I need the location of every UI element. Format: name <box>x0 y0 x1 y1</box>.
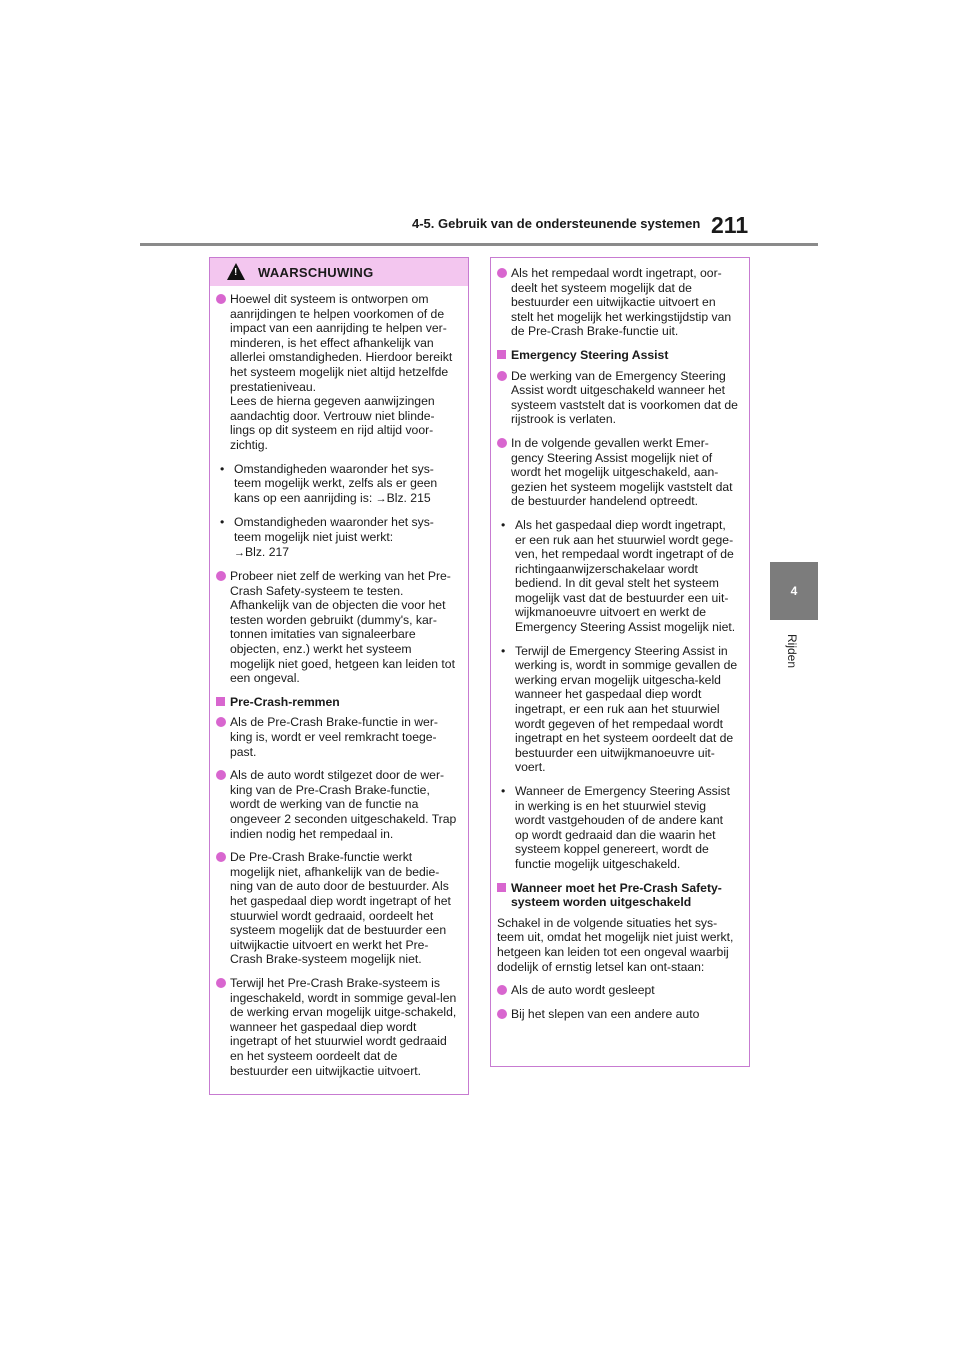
warning-box-continued <box>490 257 750 1067</box>
square-marker-icon <box>216 697 225 706</box>
list-item: • Als het gaspedaal diep wordt ingetrapt, er een ruk aan het stuurwiel wordt gege-ven, het rempedaal wordt ingetrapt of de richtingaanwijzerschakelaar wordt bediend. In dit geval stelt het systeem mogelijk vast dat de bestuurder een uit-wijkmanoeuvre uitvoert en werkt de Emergency Steering Assist mogelijk niet. <box>501 517 736 635</box>
header-rule <box>140 243 818 246</box>
list-item: Als het rempedaal wordt ingetrapt, oor-deelt het systeem mogelijk dat de bestuurder een uitwijkactie uitvoert en stelt het mogelijk het werkingstijdstip van de Pre-Crash Brake-functie uit. <box>497 266 739 339</box>
warning-header: ! WAARSCHUWING <box>210 258 468 286</box>
list-item: • Wanneer de Emergency Steering Assist in werking is en het stuurwiel stevig wordt vastgehouden of de andere kant op wordt gedraaid dan die waarin het systeem koppel genereert, wordt de functie mogelijk uitgeschakeld. <box>501 784 730 871</box>
list-item: • Omstandigheden waaronder het sys-teem mogelijk werkt, zelfs als er geen kans op een aanrijding is: →Blz. 215 <box>220 461 438 505</box>
bullet-dot-icon <box>216 717 226 727</box>
chapter-label: Rijden <box>785 634 799 669</box>
bullet-dot-icon <box>216 571 226 581</box>
warning-title: WAARSCHUWING <box>258 265 374 280</box>
list-item: Als de auto wordt gesleept <box>497 983 739 998</box>
list-item: • Omstandigheden waaronder het sys-teem mogelijk niet juist werkt: →Blz. 217 <box>220 515 434 559</box>
subheading: Wanneer moet het Pre-Crash Safety-systeem worden uitgeschakeld <box>497 881 739 910</box>
list-item: De werking van de Emergency Steering Assist wordt uitgeschakeld wanneer het systeem vaststelt dat is voorkomen dat de rijstrook is verlaten. <box>497 369 739 427</box>
list-item: De Pre-Crash Brake-functie werkt mogelijk niet, afhankelijk van de bedie-ning van de auto door de bestuurder. Als het gaspedaal diep wordt ingetrapt of het stuurwiel wordt gedraaid, oordeelt het systeem mogelijk dat de bestuurder een uitwijkactie uitvoert en werkt het Pre-Crash Brake-systeem mogelijk niet. <box>216 850 458 967</box>
page-number: 211 <box>711 212 749 238</box>
bullet-dot-icon <box>216 294 226 304</box>
list-item: Bij het slepen van een andere auto <box>497 1007 739 1022</box>
bullet-dot-icon <box>497 371 507 381</box>
square-marker-icon <box>497 883 506 892</box>
list-item: Terwijl het Pre-Crash Brake-systeem is ingeschakeld, wordt in sommige geval-len de werking ervan mogelijk uitge-schakeld, wanneer het gaspedaal diep wordt ingetrapt of het stuurwiel wordt gedraaid en het systeem oordeelt dat de bestuurder een uitwijkactie uitvoert. <box>216 976 458 1078</box>
warning-box <box>209 257 469 1095</box>
list-item: Probeer niet zelf de werking van het Pre-Crash Safety-systeem te testen. Afhankelijk van de objecten die voor het testen worden gebruikt (dummy's, kar-tonnen imitaties van signaleerbare objecten, enz.) werkt het systeem mogelijk niet goed, hetgeen kan leiden tot een ongeval. <box>216 569 458 686</box>
bullet-dot-icon <box>216 978 226 988</box>
page-ref: Blz. 217 <box>245 544 290 559</box>
bullet-dot-icon <box>497 438 507 448</box>
bullet-dot-icon <box>497 985 507 995</box>
list-item: Hoewel dit systeem is ontworpen om aanrijdingen te helpen voorkomen of de impact van een aanrijding te helpen ver-minderen, is het effect afhankelijk van allerlei omstandigheden. Hierdoor bereikt het systeem mogelijk niet altijd hetzelfde prestatieniveau. Lees de hierna gegeven aanwijzingen aandachtig door. Vertrouw niet blinde-lings op dit systeem en rijd altijd voor-zichtig. <box>216 292 458 453</box>
paragraph: Schakel in de volgende situaties het sys-teem uit, omdat het mogelijk niet juist werkt, hetgeen kan leiden tot een ongeval waarbij dodelijk of ernstig letsel kan ont-staan: <box>497 915 734 974</box>
bullet-dot-icon <box>216 770 226 780</box>
subheading: Pre-Crash-remmen <box>216 695 458 710</box>
list-item: • Terwijl de Emergency Steering Assist in werking is, wordt in sommige gevallen de werking ervan mogelijk uitgescha-keld wanneer het gaspedaal diep wordt ingetrapt, er een ruk aan het stuurwiel wordt gegeven of het rempedaal wordt ingetrapt en het systeem oordeelt dat de bestuurder een uitwijkmanoeuvre uit-voert. <box>501 643 738 775</box>
list-item: Als de auto wordt stilgezet door de wer-king van de Pre-Crash Brake-functie, wordt de werking van de functie na ongeveer 2 seconden uitgeschakeld. Trap indien nodig het rempedaal in. <box>216 768 458 841</box>
list-item: In de volgende gevallen werkt Emer-gency Steering Assist mogelijk niet of wordt het mogelijk uitgeschakeld, aan-gezien het systeem mogelijk vaststelt dat de bestuurder handelend optreedt. <box>497 436 739 509</box>
section-title: 4-5. Gebruik van de ondersteunende systemen <box>412 216 701 231</box>
bullet-dot-icon <box>497 1009 507 1019</box>
subheading: Emergency Steering Assist <box>497 348 739 363</box>
list-item: Als de Pre-Crash Brake-functie in wer-king is, wordt er veel remkracht toege-past. <box>216 715 458 759</box>
chapter-tab: 4 <box>770 562 818 620</box>
page-ref: Blz. 215 <box>386 490 431 505</box>
bullet-dot-icon <box>216 852 226 862</box>
bullet-dot-icon <box>497 268 507 278</box>
square-marker-icon <box>497 350 506 359</box>
